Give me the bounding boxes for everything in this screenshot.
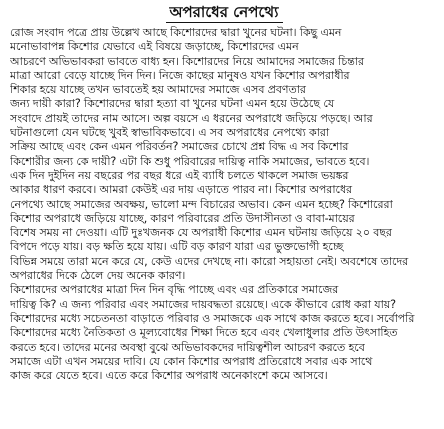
paragraph-line: ঘটনাগুলো যেন ঘটছে খুবই স্বাভাবিকভাবে। এ সব অপরাধের নেপথ্যে কারা — [10, 126, 330, 140]
paragraph-line: আচরণে অভিভাবকরা ভাবতে বাধ্য হন। কিশোরদের নিয়ে আমাদের সমাজের চিন্তার — [10, 54, 364, 68]
paragraph-line: আকার ধারণ করবে। আমরা কেউই এর দায় এড়াতে পারব না। কিশোর অপরাধের — [10, 183, 352, 197]
paragraph-line: করতে হবে। তাদের মনের অবস্থা বুঝে অভিভাবকদের দায়িত্বশীল আচরণ করতে হবে — [10, 340, 365, 354]
paragraph-line: মনোভাবাপন্ন কিশোর যেভাবে এই বিষয়ে জড়াচ্ছে, কিশোরদের এমন — [10, 40, 299, 54]
paragraph-line: বিপদে পড়ে যায়। বড় ক্ষতি হয়ে যায়। এটি বড় কারণ যারা এর ভুক্তভোগী হচ্ছে — [10, 240, 344, 254]
paragraph-line: অপরাধের দিকে ঠেলে দেয় অনেক কারণ। — [10, 269, 186, 283]
paragraph-line: কিশোরদের অপরাধের মাত্রা দিন দিন বৃদ্ধি পাচ্ছে এবং এর প্রতিকারে সমাজের — [10, 283, 339, 297]
paragraph-line: কিশোরদের মধ্যে সচেতনতা বাড়াতে পরিবার ও সমাজকে এক সাথে কাজ করতে হবে। সর্বোপরি — [10, 311, 415, 325]
paragraph-line: কিশোরীর জন্য কে দায়ী? এটা কি শুধু পরিবারের দায়িত্ব নাকি সমাজের, ভাবতে হবে। — [10, 154, 370, 168]
paragraph-line: দায়িত্ব কি? এ জন্য পরিবার এবং সমাজের দায়বদ্ধতা রয়েছে। একে কীভাবে রোধ করা যায়? — [10, 297, 396, 311]
paragraph-line: সক্রিয় আছে এবং কেন এমন পরিবর্তন? সমাজের চোখে প্রশ্ন বিদ্ধ এ সব কিশোর — [10, 140, 349, 154]
paragraph-line: সমাজে এটা এখন সময়ের দাবি। যে কোন কিশোর অপরাধ প্রতিরোধে সবার এক সাথে — [10, 354, 373, 368]
paragraph-line: নেপথ্যে আছে সমাজের অবক্ষয়, ভালো মন্দ বিচারের অভাব। কেন এমন হচ্ছে? কিশোরেরা — [10, 197, 393, 211]
paragraph-line: রোজ সংবাদ পত্রে প্রায় উল্লেখ আছে কিশোরদের দ্বারা খুনের ঘটনা। কিছু এমন — [10, 26, 342, 39]
article-body — [10, 26, 438, 383]
paragraph-line: জন্য দায়ী কারা? কিশোরদের দ্বারা হত্যা বা খুনের ঘটনা এমন হয়ে উঠেছে যে — [10, 97, 335, 111]
article-title: অপরাধের নেপথ্যে — [166, 3, 283, 23]
paragraph-line: কিশোরদের মধ্যে নৈতিকতা ও মূল্যবোধের শিক্ষা দিতে হবে এবং খেলাধুলার প্রতি উৎসাহিত — [10, 326, 398, 340]
paragraph-line: কাজ করে যেতে হবে। এতে করে কিশোর অপরাধ অনেকাংশে কমে আসবে। — [10, 369, 328, 383]
paragraph-line: কিশোর অপরাধে জড়িয়ে যাচ্ছে, কারণ পরিবারের প্রতি উদাসীনতা ও বাবা-মায়ের — [10, 211, 355, 225]
paragraph-line: এক দিন দুইদিন নয় বছরের পর বছর ধরে এই ব্যাধি চলতে থাকলে সমাজ ভয়ঙ্কর — [10, 168, 349, 182]
paragraph-line: সংবাদে প্রায়ই তাদের নাম আসে। অল্প বয়সে এ ধরনের অপরাধে জড়িয়ে পড়ছে। আর — [10, 111, 373, 125]
paragraph-line: শিকার হয়ে যাচ্ছে তখন ভাবতেই হয় আমাদের সমাজে এসব প্রবণতার — [10, 83, 306, 97]
title-wrapper — [10, 2, 438, 24]
paragraph-line: বিশেষ সময় না দেওয়া। এটি দুঃখজনক যে অপরাধী কিশোর এমন ঘটনায় জড়িয়ে ২০ বছর — [10, 226, 392, 240]
paragraph-line: মাত্রা আরো বেড়ে যাচ্ছে দিন দিন। নিজে কাছের মানুষও যখন কিশোর অপরাধীর — [10, 68, 350, 82]
paragraph-line: বিভিন্ন সময়ে তারা মনে করে যে, কেউ এদের দেখছে না। কারো সহায়তা নেই। অবশেষে তাদের — [10, 254, 409, 268]
